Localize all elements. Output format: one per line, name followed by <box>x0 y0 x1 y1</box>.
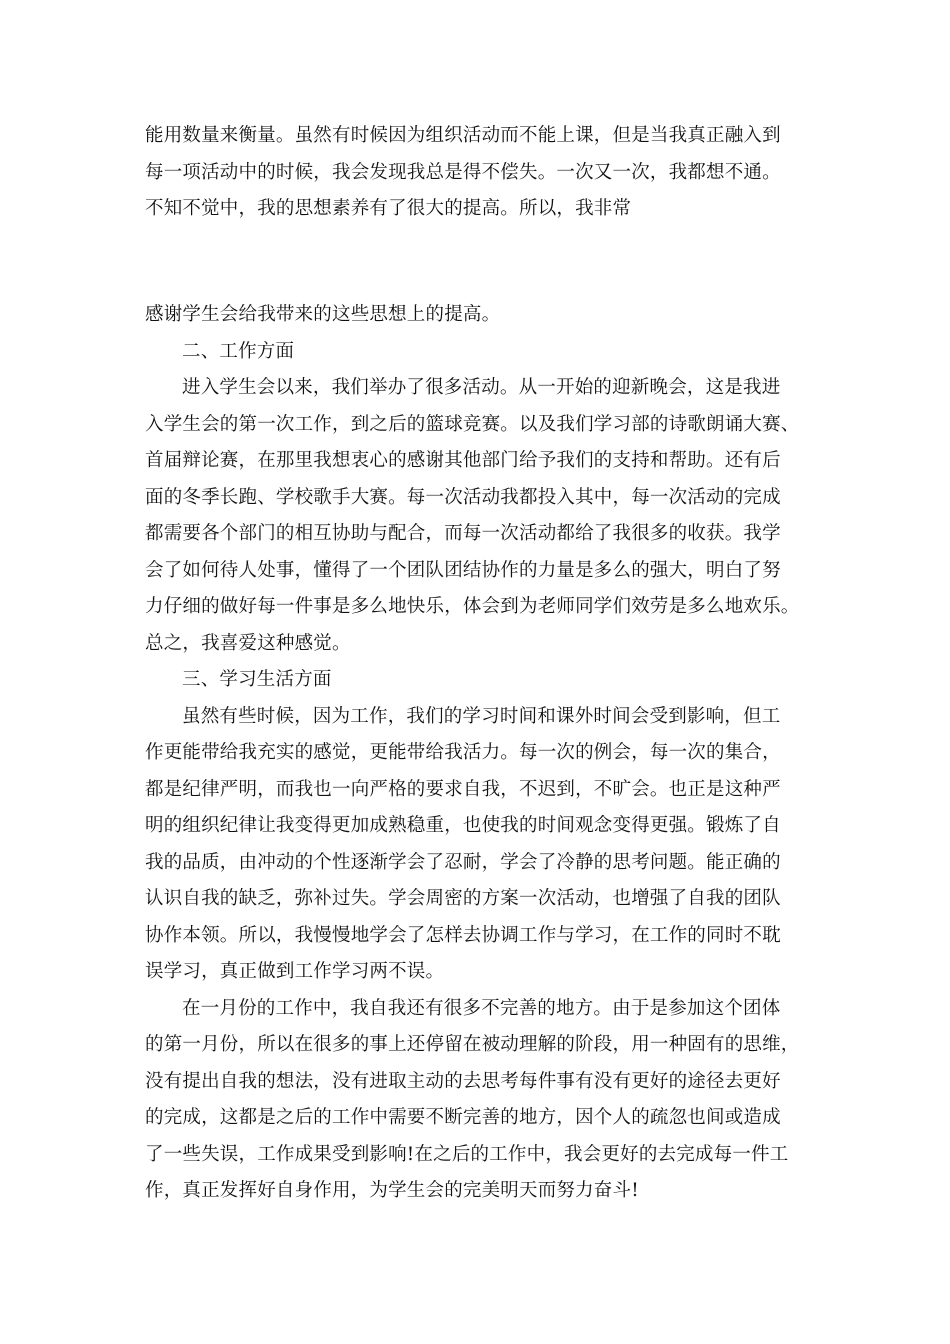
text-line: 的完成，这都是之后的工作中需要不断完善的地方，因个人的疏忽也间或造成 <box>145 1107 781 1128</box>
text-line: 进入学生会以来，我们举办了很多活动。从一开始的迎新晚会，这是我进 <box>182 377 781 398</box>
text-line: 我的品质，由冲动的个性逐渐学会了忍耐，学会了冷静的思考问题。能正确的 <box>145 851 781 873</box>
text-line: 误学习，真正做到工作学习两不误。 <box>145 961 445 982</box>
text-line: 没有提出自我的想法，没有进取主动的去思考每件事有没有更好的途径去更好 <box>145 1070 781 1092</box>
text-line: 都是纪律严明，而我也一向严格的要求自我，不迟到，不旷会。也正是这种严 <box>145 778 781 800</box>
text-line: 了一些失误，工作成果受到影响!在之后的工作中，我会更好的去完成每一件工 <box>145 1143 789 1165</box>
text-line: 在一月份的工作中，我自我还有很多不完善的地方。由于是参加这个团体 <box>182 997 781 1019</box>
text-line: 总之，我喜爱这种感觉。 <box>145 632 351 654</box>
text-line: 协作本领。所以，我慢慢地学会了怎样去协调工作与学习，在工作的同时不耽 <box>145 924 781 946</box>
main-text-block <box>145 297 815 1210</box>
text-line: 每一项活动中的时候，我会发现我总是得不偿失。一次又一次，我都想不通。 <box>145 161 781 183</box>
section-heading-work: 二、工作方面 <box>182 340 295 362</box>
text-line: 入学生会的第一次工作，到之后的篮球竞赛。以及我们学习部的诗歌朗诵大赛、 <box>145 413 800 435</box>
text-line: 作，真正发挥好自身作用，为学生会的完美明天而努力奋斗! <box>145 1180 639 1201</box>
text-line: 感谢学生会给我带来的这些思想上的提高。 <box>145 304 501 325</box>
text-line: 虽然有些时候，因为工作，我们的学习时间和课外时间会受到影响，但工 <box>182 705 781 727</box>
text-line: 力仔细的做好每一件事是多么地快乐，体会到为老师同学们效劳是多么地欢乐。 <box>145 596 800 617</box>
text-line: 的第一月份，所以在很多的事上还停留在被动理解的阶段，用一种固有的思维， <box>145 1034 800 1055</box>
text-line: 认识自我的缺乏，弥补过失。学会周密的方案一次活动，也增强了自我的团队 <box>145 888 781 909</box>
text-line: 首届辩论赛，在那里我想衷心的感谢其他部门给予我们的支持和帮助。还有后 <box>145 450 781 471</box>
text-line: 都需要各个部门的相互协助与配合，而每一次活动都给了我很多的收获。我学 <box>145 523 781 544</box>
text-line: 不知不觉中，我的思想素养有了很大的提高。所以，我非常 <box>145 198 632 219</box>
text-line: 明的组织纪律让我变得更加成熟稳重，也使我的时间观念变得更强。锻炼了自 <box>145 815 781 836</box>
text-line: 会了如何待人处事，懂得了一个团队团结协作的力量是多么的强大，明白了努 <box>145 559 781 581</box>
section-heading-study-life: 三、学习生活方面 <box>182 669 332 690</box>
text-line: 作更能带给我充实的感觉，更能带给我活力。每一次的例会，每一次的集合， <box>145 742 781 763</box>
top-text-block <box>145 118 815 228</box>
text-line: 面的冬季长跑、学校歌手大赛。每一次活动我都投入其中，每一次活动的完成 <box>145 486 781 508</box>
text-line: 能用数量来衡量。虽然有时候因为组织活动而不能上课，但是当我真正融入到 <box>145 125 781 146</box>
